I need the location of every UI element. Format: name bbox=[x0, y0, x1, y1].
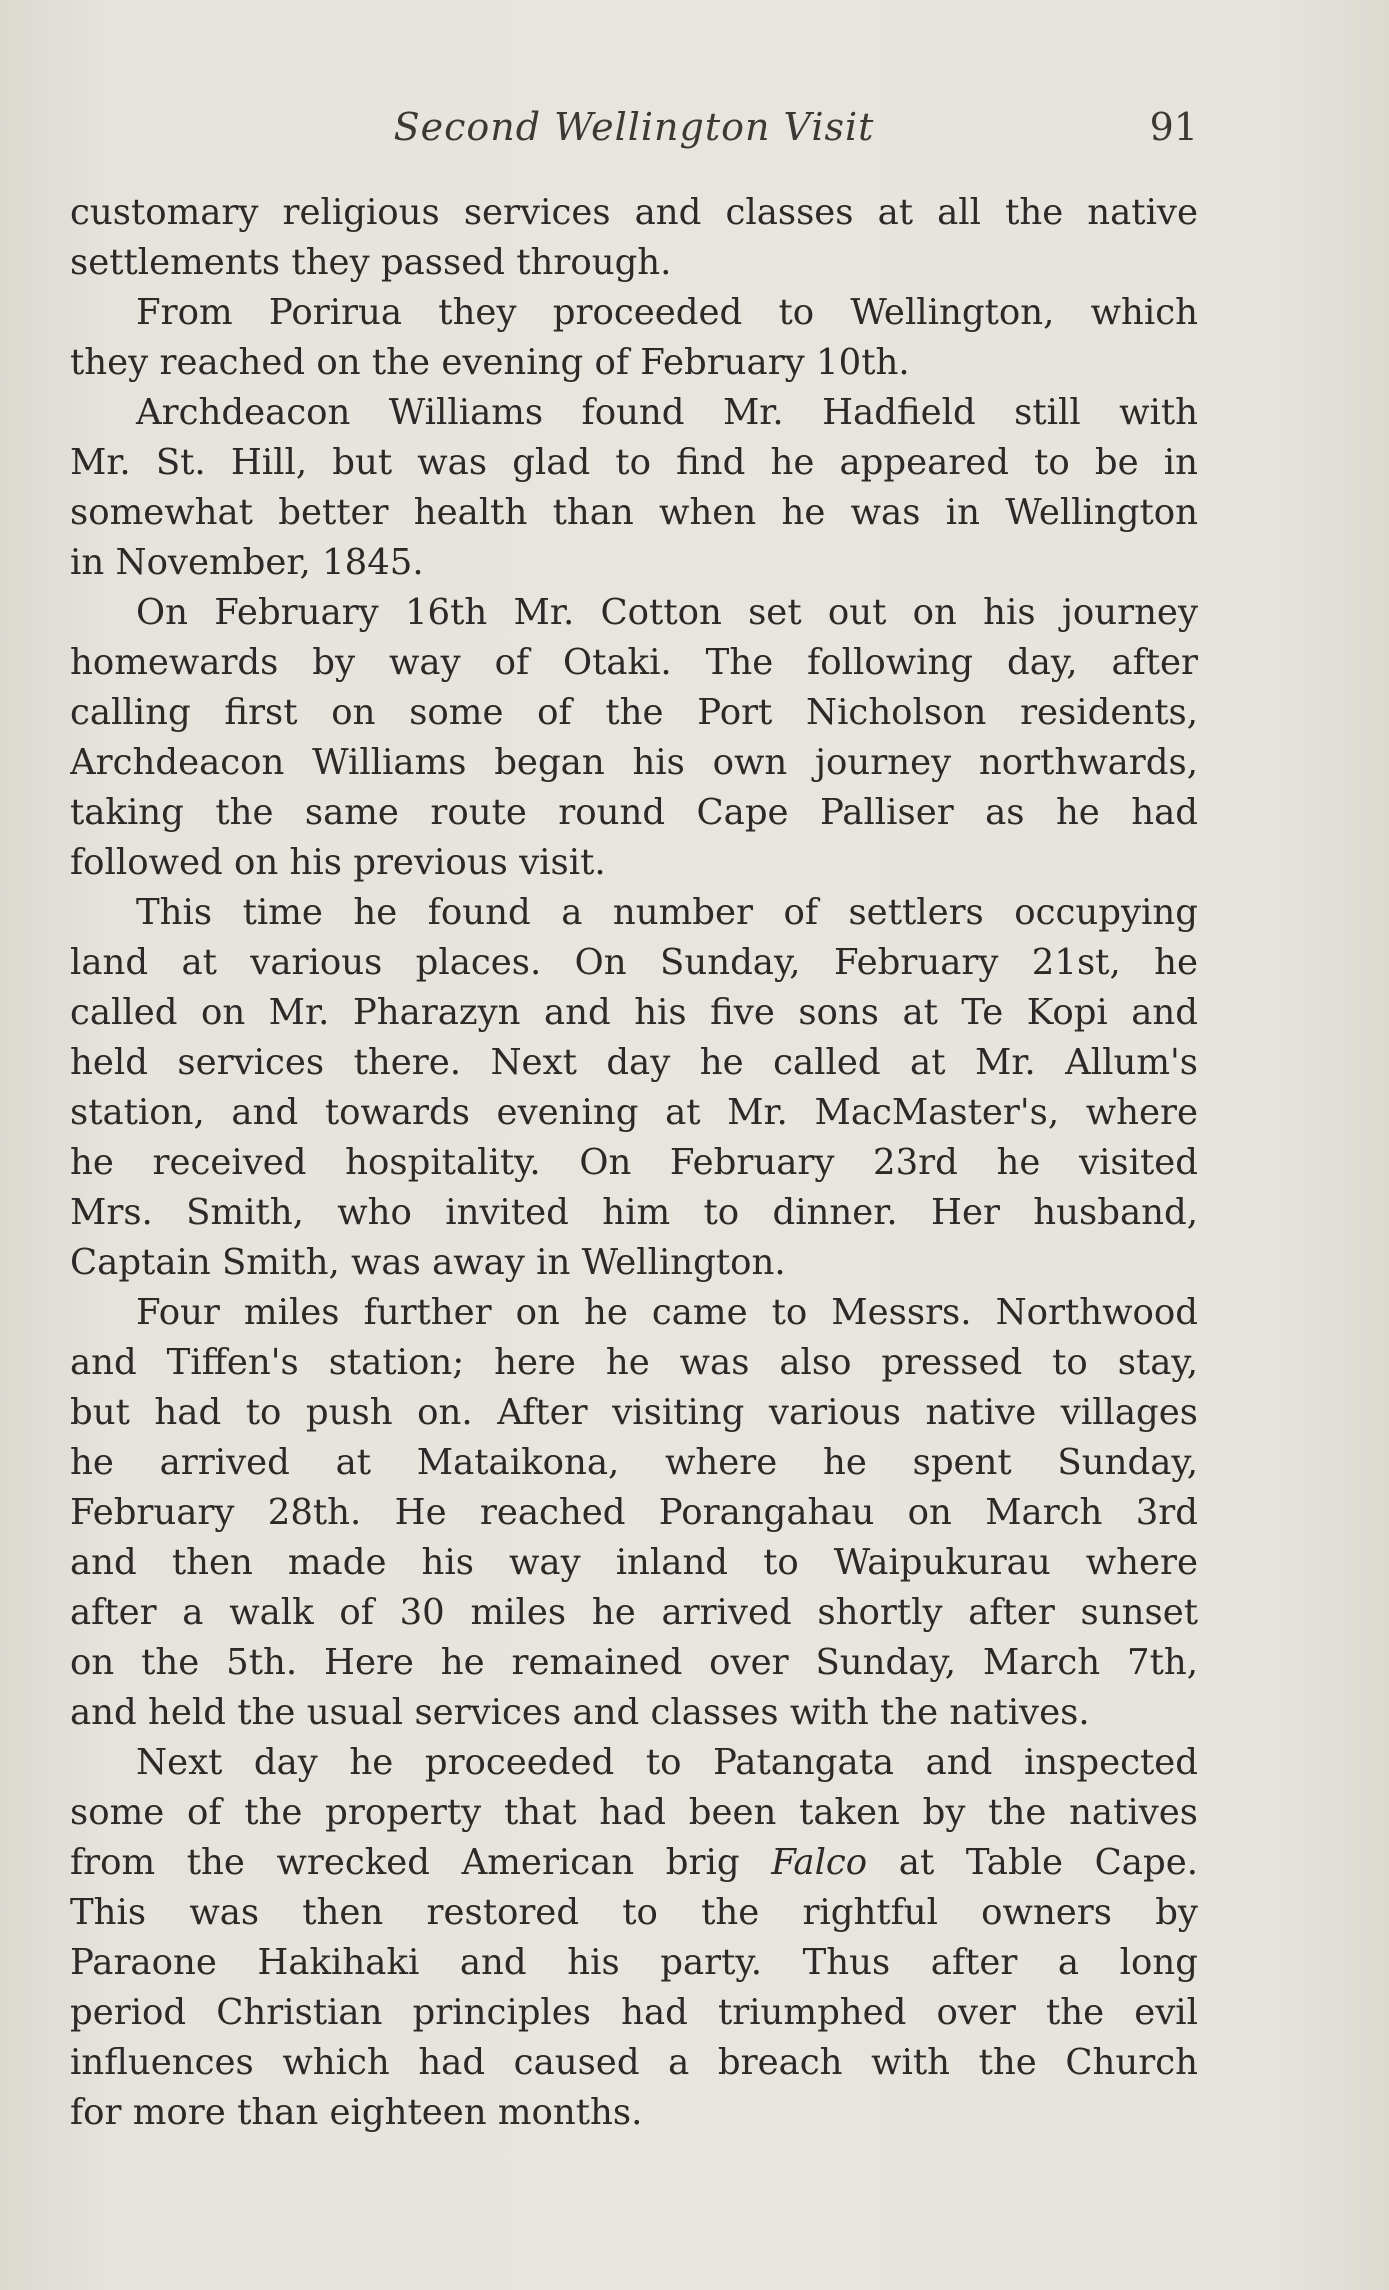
text-line: Mr. St. Hill, but was glad to find he appeared to be in bbox=[70, 442, 1198, 483]
text-line: followed on his previous visit. bbox=[70, 842, 606, 883]
text-line: February 28th. He reached Porangahau on March 3rd bbox=[70, 1492, 1198, 1533]
text-line: after a walk of 30 miles he arrived shortly after sunset bbox=[70, 1592, 1198, 1633]
text-line: On February 16th Mr. Cotton set out on his journey bbox=[136, 592, 1198, 633]
text-line: homewards by way of Otaki. The following day, after bbox=[70, 642, 1198, 683]
text-line: Paraone Hakihaki and his party. Thus after a long bbox=[70, 1942, 1198, 1983]
text-line: taking the same route round Cape Palliser as he had bbox=[70, 792, 1198, 833]
ship-name-falco: Falco bbox=[771, 1842, 868, 1883]
text-line: somewhat better health than when he was in Wellington bbox=[70, 492, 1198, 533]
text-line: in November, 1845. bbox=[70, 542, 424, 583]
text-line: calling first on some of the Port Nicholson residents, bbox=[70, 692, 1198, 733]
text-line: and Tiffen's station; here he was also pressed to stay, bbox=[70, 1342, 1198, 1383]
text-line: and held the usual services and classes with the natives. bbox=[70, 1692, 1090, 1733]
running-title: Second Wellington Visit bbox=[393, 105, 875, 149]
body-text bbox=[70, 188, 1198, 2138]
text-line: customary religious services and classes at all the native bbox=[70, 192, 1198, 233]
text-line: but had to push on. After visiting various native villages bbox=[70, 1392, 1198, 1433]
text-line: on the 5th. Here he remained over Sunday, March 7th, bbox=[70, 1642, 1198, 1683]
text-line: period Christian principles had triumphed over the evil bbox=[70, 1992, 1198, 2033]
text-line: held services there. Next day he called at Mr. Allum's bbox=[70, 1042, 1198, 1083]
text-line: Next day he proceeded to Patangata and inspected bbox=[136, 1742, 1198, 1783]
text-line: Archdeacon Williams found Mr. Hadfield still with bbox=[136, 392, 1198, 433]
text-line: for more than eighteen months. bbox=[70, 2092, 643, 2133]
text-line: settlements they passed through. bbox=[70, 242, 672, 283]
text-line: he arrived at Mataikona, where he spent Sunday, bbox=[70, 1442, 1198, 1483]
running-head bbox=[70, 105, 1198, 161]
text-line: some of the property that had been taken by the natives bbox=[70, 1792, 1198, 1833]
text-line: he received hospitality. On February 23rd he visited bbox=[70, 1142, 1198, 1183]
text-line: influences which had caused a breach with the Church bbox=[70, 2042, 1198, 2083]
text-line: This time he found a number of settlers occupying bbox=[136, 892, 1198, 933]
text-line: Mrs. Smith, who invited him to dinner. Her husband, bbox=[70, 1192, 1198, 1233]
text-fragment: from the wrecked American brig bbox=[70, 1842, 772, 1883]
text-line: Archdeacon Williams began his own journey northwards, bbox=[70, 742, 1198, 783]
text-fragment: at Table Cape. bbox=[867, 1842, 1198, 1883]
page-number: 91 bbox=[1149, 105, 1198, 149]
text-line-with-ship-name bbox=[70, 1838, 1198, 1888]
text-line: land at various places. On Sunday, February 21st, he bbox=[70, 942, 1198, 983]
text-line: called on Mr. Pharazyn and his five sons at Te Kopi and bbox=[70, 992, 1198, 1033]
text-line: they reached on the evening of February 10th. bbox=[70, 342, 910, 383]
text-line: and then made his way inland to Waipukurau where bbox=[70, 1542, 1198, 1583]
text-line: This was then restored to the rightful owners by bbox=[70, 1892, 1198, 1933]
text-line: Four miles further on he came to Messrs. Northwood bbox=[136, 1292, 1198, 1333]
text-line: station, and towards evening at Mr. MacMaster's, where bbox=[70, 1092, 1198, 1133]
text-line: From Porirua they proceeded to Wellington, which bbox=[136, 292, 1198, 333]
text-line: Captain Smith, was away in Wellington. bbox=[70, 1242, 786, 1283]
